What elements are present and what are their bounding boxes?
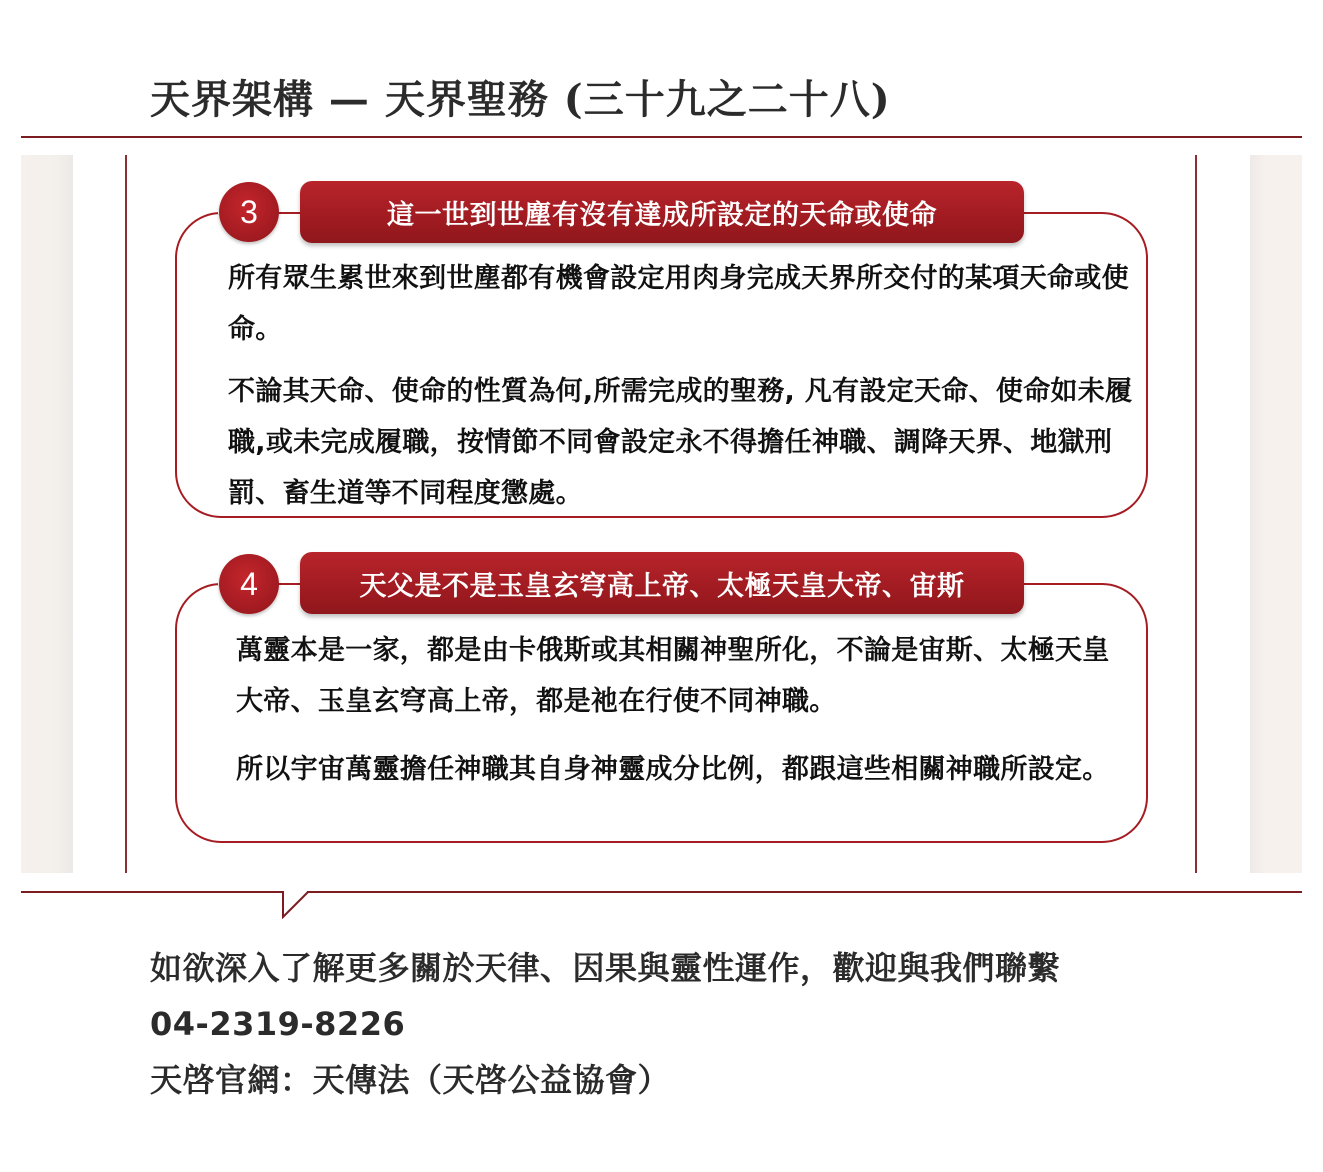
- left-decor-panel: [21, 155, 73, 873]
- section-paragraph: 所有眾生累世來到世塵都有機會設定用肉身完成天界所交付的某項天命或使命。: [228, 263, 1129, 345]
- speech-pointer-icon: [282, 891, 310, 919]
- top-divider: [21, 136, 1302, 138]
- badge-connector: [278, 212, 300, 214]
- right-decor-panel: [1250, 155, 1302, 873]
- contact-footer: [150, 940, 1060, 1108]
- section-number-badge: 3: [219, 182, 279, 242]
- badge-connector: [278, 583, 300, 585]
- section-paragraph: 不論其天命、使命的性質為何,所需完成的聖務, 凡有設定天命、使命如未履職,或未完成履職，按情節不同會設定永不得擔任神職、調降天界、地獄刑罰、畜生道等不同程度懲處。: [228, 376, 1133, 509]
- right-frame-line: [1195, 155, 1197, 873]
- bottom-divider: [307, 891, 1302, 893]
- section-heading: 天父是不是玉皇玄穹高上帝、太極天皇大帝、宙斯: [300, 552, 1024, 614]
- bottom-divider: [21, 891, 284, 893]
- section-paragraph: 所以宇宙萬靈擔任神職其自身神靈成分比例，都跟這些相關神職所設定。: [236, 754, 1110, 785]
- section-heading: 這一世到世塵有沒有達成所設定的天命或使命: [300, 181, 1024, 243]
- contact-website: 天啓官網：天傳法（天啓公益協會）: [150, 1061, 671, 1099]
- page-title: 天界架構 — 天界聖務 (三十九之二十八): [150, 76, 891, 123]
- contact-phone: 04-2319-8226: [150, 1005, 406, 1043]
- section-paragraph: 萬靈本是一家，都是由卡俄斯或其相關神聖所化，不論是宙斯、太極天皇大帝、玉皇玄穹高上帝，都是祂在行使不同神職。: [236, 635, 1110, 717]
- left-frame-line: [125, 155, 127, 873]
- section-number-badge: 4: [219, 554, 279, 614]
- contact-invite: 如欲深入了解更多關於天律、因果與靈性運作，歡迎與我們聯繫: [150, 949, 1061, 987]
